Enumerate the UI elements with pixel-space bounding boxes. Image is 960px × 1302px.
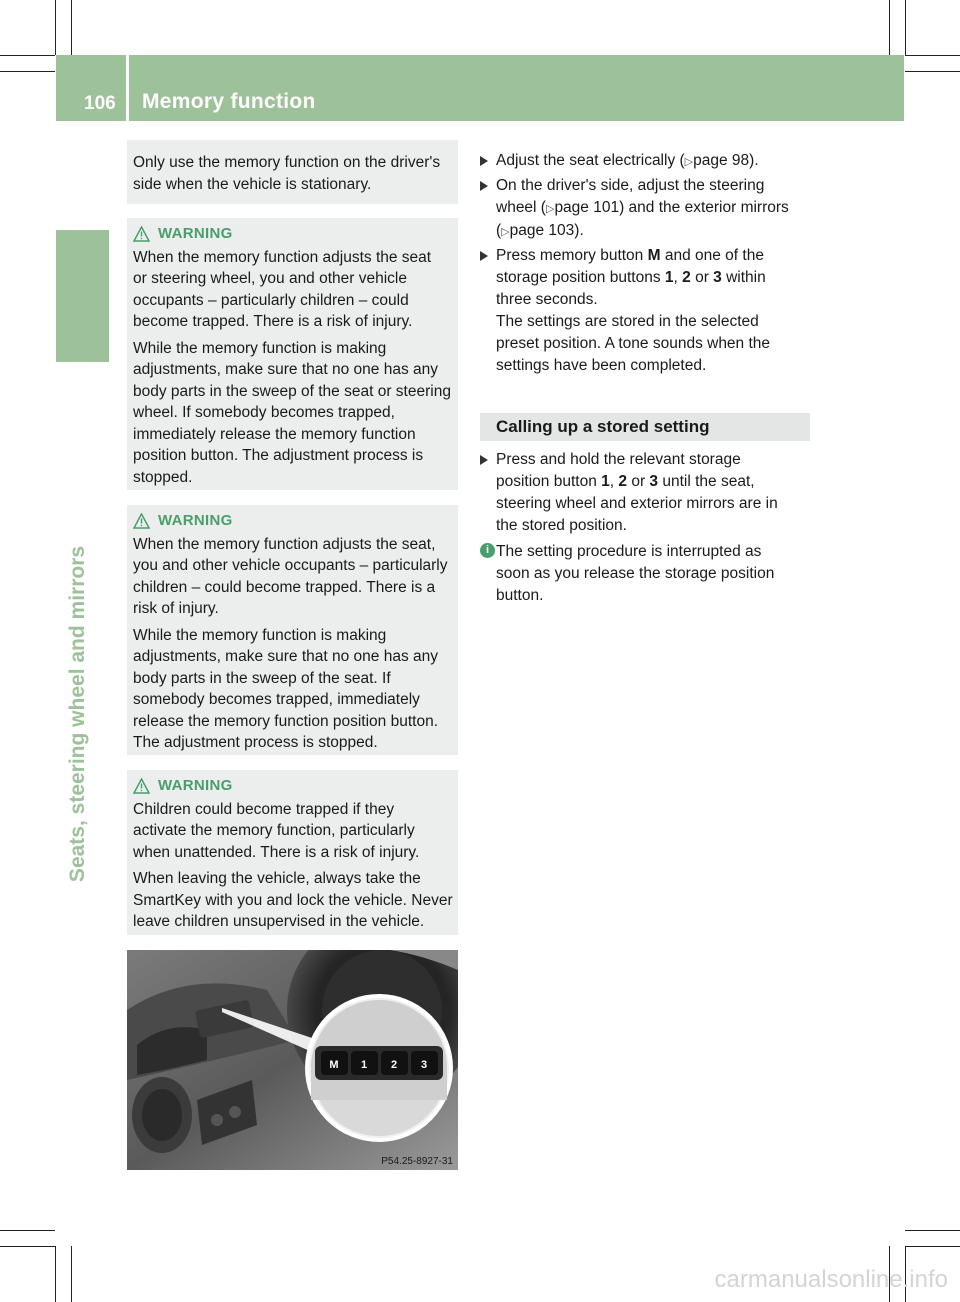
text-line: SmartKey with you and lock the vehicle. Never (133, 891, 453, 909)
warning-paragraph (133, 625, 458, 754)
crop-mark (55, 1246, 56, 1302)
warning-header (133, 510, 458, 532)
warning-header (133, 223, 458, 245)
button-ref-3: 3 (713, 269, 722, 286)
step-text: the stored position. (496, 517, 627, 534)
watermark: carmanualsonline.info (714, 1266, 948, 1293)
button-2-label: 2 (390, 1059, 398, 1071)
step-text: ( (496, 222, 502, 239)
warning-paragraph (133, 868, 458, 933)
step-text: until the seat, (658, 473, 755, 490)
text-line: While the memory function is making (133, 339, 387, 357)
step-text: preset position. A tone sounds when the (496, 335, 771, 352)
step-text: position button (496, 473, 602, 490)
page-ref-triangle-icon: ▷ (545, 203, 555, 215)
text-line: The adjustment process is stopped. (133, 734, 378, 751)
text-line: While the memory function is making (133, 626, 387, 644)
step-text: or (627, 473, 650, 490)
text-line: somebody becomes trapped, immediately (133, 691, 420, 708)
crop-mark (55, 0, 56, 55)
crop-mark (0, 1230, 55, 1231)
warning-header (133, 775, 458, 797)
crop-mark (0, 55, 55, 56)
text-line: stopped. (133, 468, 193, 486)
step-text: Press and hold the relevant storage (496, 451, 741, 468)
step-item (480, 175, 825, 243)
text-line: wheel. If somebody becomes trapped, (133, 404, 395, 421)
crop-mark (0, 71, 55, 72)
arrow-bullet-icon (480, 156, 488, 166)
button-ref-2: 2 (618, 473, 628, 490)
info-note (480, 541, 825, 607)
text-line: When the memory function adjusts the seat (133, 248, 432, 266)
step-text: steering wheel and exterior mirrors are in (496, 495, 778, 512)
text-line: children – could become trapped. There is a (133, 578, 436, 596)
photo-caption: P54.25-8927-31 (381, 1156, 453, 1167)
warning-title: WARNING (158, 777, 233, 794)
info-icon: i (480, 543, 495, 558)
note-line: side when the vehicle is stationary. (133, 175, 372, 193)
crop-mark (905, 0, 906, 55)
text-line: position button. The adjustment process is (133, 447, 424, 464)
step-text: On the driver's side, adjust the steering (496, 177, 765, 194)
warning-triangle-icon (133, 513, 150, 529)
crop-mark (905, 71, 960, 72)
text-line: release the memory function position button. (133, 712, 439, 730)
header-separator (126, 55, 129, 121)
step-text: within (721, 269, 766, 286)
step-text: and one of the (660, 247, 764, 264)
page-ref[interactable]: page 101 (554, 199, 620, 216)
button-m-label: M (329, 1059, 339, 1071)
step-text: Adjust the seat electrically ( (496, 152, 685, 169)
arrow-bullet-icon (480, 251, 488, 261)
warning-box-3 (127, 770, 458, 935)
note-line: Only use the memory function on the driver's (133, 154, 441, 171)
text-line: When the memory function adjusts the seat, (133, 535, 436, 553)
crop-mark (905, 55, 960, 56)
step-text: wheel ( (496, 199, 546, 216)
page-ref-triangle-icon: ▷ (501, 226, 510, 238)
warning-title: WARNING (158, 225, 233, 242)
button-ref-2: 2 (682, 269, 691, 286)
warning-box-1 (127, 218, 458, 490)
button-1-label: 1 (360, 1059, 368, 1071)
text-line: When leaving the vehicle, always take the (133, 870, 421, 887)
button-ref-1: 1 (664, 269, 674, 286)
side-tab (56, 230, 109, 362)
step-text: three seconds. (496, 291, 598, 308)
step-text: ). (749, 152, 759, 169)
text-line: you and other vehicle occupants – particularly (133, 557, 448, 574)
text-line: or steering wheel, you and other vehicle (133, 270, 407, 287)
step-text: storage position buttons (496, 269, 665, 286)
note-box (127, 140, 458, 204)
button-ref-1: 1 (601, 473, 610, 490)
text-line: Children could become trapped if they (133, 800, 395, 818)
button-ref-m: M (647, 247, 661, 264)
page-number: 106 (84, 93, 116, 114)
step-item (480, 449, 825, 537)
text-line: become trapped. There is a risk of injury. (133, 313, 413, 330)
text-line: occupants – particularly children – could (133, 291, 409, 309)
warning-paragraph (133, 338, 458, 489)
crop-mark (0, 1246, 55, 1247)
text-line: body parts in the sweep of the seat. If (133, 669, 391, 687)
arrow-bullet-icon (480, 181, 488, 191)
text-line: leave children unsupervised in the vehicle. (133, 913, 425, 930)
arrow-bullet-icon (480, 455, 488, 465)
step-item (480, 245, 825, 377)
warning-paragraph (133, 799, 458, 864)
page-ref[interactable]: page 98 (693, 152, 750, 169)
warning-triangle-icon (133, 226, 150, 242)
text-line: when unattended. There is a risk of injury. (133, 843, 420, 861)
button-3-label: 3 (420, 1059, 428, 1071)
step-text: The settings are stored in the selected (496, 313, 759, 330)
crop-mark (905, 1246, 960, 1247)
step-text: Press memory button (496, 247, 648, 264)
step-text: ) and the exterior mirrors (619, 199, 789, 216)
warning-triangle-icon (133, 778, 150, 794)
step-text: , (673, 269, 683, 286)
step-item (480, 150, 825, 173)
step-text: ). (574, 222, 584, 239)
warning-box-2 (127, 505, 458, 755)
warning-title: WARNING (158, 512, 233, 529)
crop-mark (889, 0, 890, 55)
crop-mark (71, 1246, 72, 1302)
info-text: soon as you release the storage position (496, 565, 775, 582)
text-line: activate the memory function, particularly (133, 822, 415, 839)
info-text: The setting procedure is interrupted as (496, 543, 762, 560)
step-text: , (609, 473, 619, 490)
button-ref-3: 3 (649, 473, 659, 490)
crop-mark (905, 1230, 960, 1231)
page-ref-triangle-icon: ▷ (684, 156, 694, 168)
text-line: risk of injury. (133, 600, 219, 617)
crop-mark (71, 0, 72, 55)
info-text: button. (496, 587, 544, 604)
warning-paragraph (133, 534, 458, 620)
text-line: body parts in the sweep of the seat or steering (133, 382, 451, 400)
step-text: settings have been completed. (496, 357, 707, 374)
page-ref[interactable]: page 103 (509, 222, 575, 239)
text-line: immediately release the memory function (133, 425, 416, 443)
text-line: adjustments, make sure that no one has any (133, 361, 439, 378)
section-title: Memory function (142, 90, 316, 113)
right-column (480, 150, 825, 607)
subheading: Calling up a stored setting (480, 413, 810, 441)
memory-buttons-photo (127, 950, 458, 1170)
step-text: or (690, 269, 714, 286)
text-line: adjustments, make sure that no one has any (133, 648, 439, 665)
warning-paragraph (133, 247, 458, 333)
side-label-text: Seats, steering wheel and mirrors (66, 545, 89, 883)
